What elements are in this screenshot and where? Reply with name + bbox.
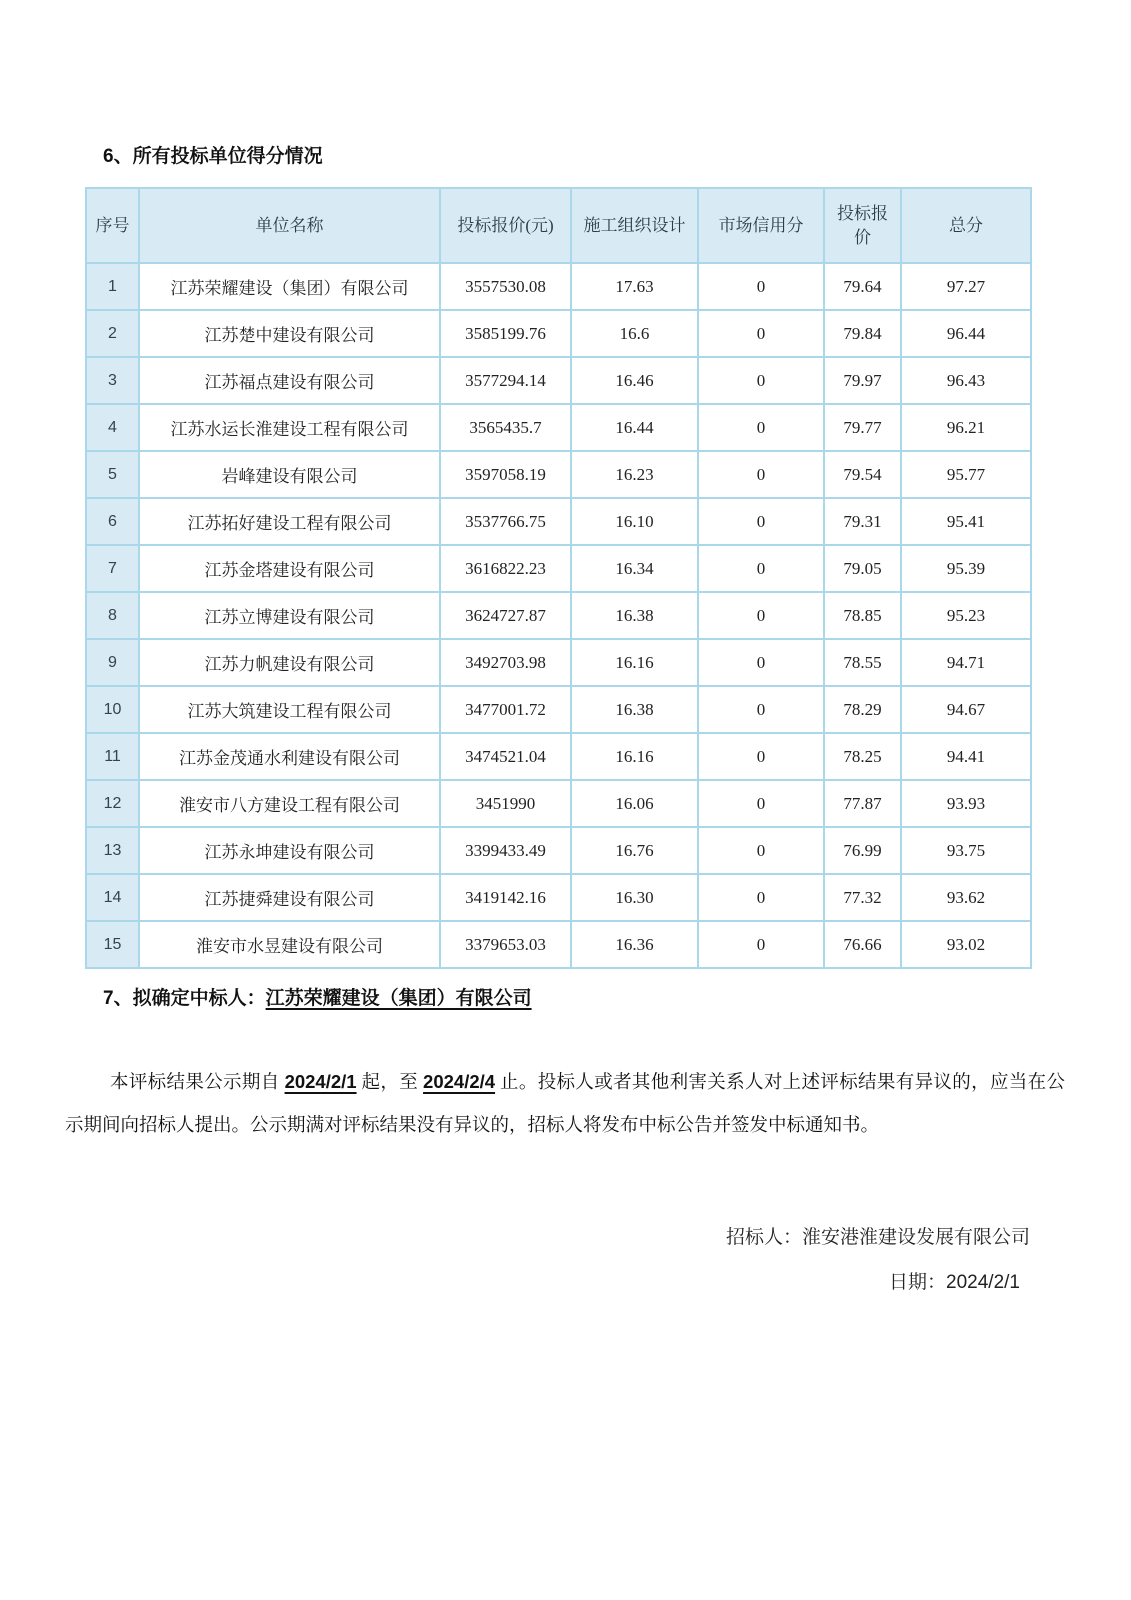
total-score-cell: 95.77	[901, 451, 1031, 498]
company-name-cell: 江苏拓好建设工程有限公司	[139, 498, 440, 545]
bid-price-cell: 3565435.7	[440, 404, 571, 451]
winning-bidder-name: 江苏荣耀建设（集团）有限公司	[265, 988, 532, 1009]
bid-price-cell: 3616822.23	[440, 545, 571, 592]
market-credit-score-cell: 0	[698, 357, 824, 404]
date-signature-line	[0, 1269, 1131, 1296]
market-credit-score-cell: 0	[698, 874, 824, 921]
bid-price-score-cell: 77.32	[824, 874, 901, 921]
table-row	[86, 263, 1031, 310]
bid-price-score-cell: 79.31	[824, 498, 901, 545]
bid-price-score-cell: 79.97	[824, 357, 901, 404]
company-name-cell: 江苏永坤建设有限公司	[139, 827, 440, 874]
total-score-cell: 96.21	[901, 404, 1031, 451]
total-score-cell: 95.23	[901, 592, 1031, 639]
total-score-cell: 95.41	[901, 498, 1031, 545]
bid-price-score-cell: 78.29	[824, 686, 901, 733]
company-name-cell: 江苏立博建设有限公司	[139, 592, 440, 639]
market-credit-score-cell: 0	[698, 733, 824, 780]
construction-design-score-cell: 16.36	[571, 921, 698, 968]
total-score-cell: 94.67	[901, 686, 1031, 733]
total-score-cell: 96.44	[901, 310, 1031, 357]
construction-design-score-cell: 16.76	[571, 827, 698, 874]
index-cell: 1	[86, 263, 139, 310]
bidder-score-table	[85, 187, 1032, 969]
notice-text-1: 本评标结果公示期自	[110, 1073, 285, 1093]
index-cell: 3	[86, 357, 139, 404]
index-cell: 14	[86, 874, 139, 921]
company-name-cell: 江苏楚中建设有限公司	[139, 310, 440, 357]
total-score-cell: 93.75	[901, 827, 1031, 874]
market-credit-score-cell: 0	[698, 545, 824, 592]
construction-design-score-cell: 16.38	[571, 592, 698, 639]
bid-price-score-cell: 79.05	[824, 545, 901, 592]
market-credit-score-cell: 0	[698, 827, 824, 874]
table-row	[86, 592, 1031, 639]
table-row	[86, 921, 1031, 968]
notice-text-2: 起，至	[356, 1073, 424, 1093]
company-name-cell: 江苏金茂通水利建设有限公司	[139, 733, 440, 780]
table-row	[86, 451, 1031, 498]
table-header-row	[86, 188, 1031, 263]
tenderer-name: 淮安港淮建设发展有限公司	[801, 1227, 1030, 1248]
bid-price-cell: 3577294.14	[440, 357, 571, 404]
market-credit-score-cell: 0	[698, 921, 824, 968]
col-header-construction-design: 施工组织设计	[571, 188, 698, 263]
company-name-cell: 江苏力帆建设有限公司	[139, 639, 440, 686]
company-name-cell: 江苏捷舜建设有限公司	[139, 874, 440, 921]
company-name-cell: 江苏福点建设有限公司	[139, 357, 440, 404]
bid-price-cell: 3399433.49	[440, 827, 571, 874]
index-cell: 9	[86, 639, 139, 686]
publicity-start-date: 2024/2/1	[284, 1071, 357, 1092]
market-credit-score-cell: 0	[698, 451, 824, 498]
market-credit-score-cell: 0	[698, 310, 824, 357]
table-row	[86, 357, 1031, 404]
construction-design-score-cell: 16.16	[571, 733, 698, 780]
bid-price-score-cell: 78.85	[824, 592, 901, 639]
bid-price-score-cell: 79.84	[824, 310, 901, 357]
table-row	[86, 498, 1031, 545]
index-cell: 12	[86, 780, 139, 827]
total-score-cell: 95.39	[901, 545, 1031, 592]
col-header-company: 单位名称	[139, 188, 440, 263]
col-header-bid-price-score: 投标报价	[824, 188, 901, 263]
market-credit-score-cell: 0	[698, 592, 824, 639]
table-row	[86, 686, 1031, 733]
bid-price-cell: 3597058.19	[440, 451, 571, 498]
construction-design-score-cell: 16.10	[571, 498, 698, 545]
construction-design-score-cell: 16.46	[571, 357, 698, 404]
market-credit-score-cell: 0	[698, 263, 824, 310]
table-row	[86, 639, 1031, 686]
section-6-heading: 6、所有投标单位得分情况	[103, 146, 323, 167]
bid-price-cell: 3537766.75	[440, 498, 571, 545]
index-cell: 11	[86, 733, 139, 780]
table-row	[86, 733, 1031, 780]
col-header-index: 序号	[86, 188, 139, 263]
company-name-cell: 江苏水运长淮建设工程有限公司	[139, 404, 440, 451]
company-name-cell: 岩峰建设有限公司	[139, 451, 440, 498]
bid-price-score-cell: 78.25	[824, 733, 901, 780]
company-name-cell: 江苏荣耀建设（集团）有限公司	[139, 263, 440, 310]
company-name-cell: 淮安市八方建设工程有限公司	[139, 780, 440, 827]
total-score-cell: 93.62	[901, 874, 1031, 921]
index-cell: 4	[86, 404, 139, 451]
bid-price-cell: 3474521.04	[440, 733, 571, 780]
construction-design-score-cell: 16.38	[571, 686, 698, 733]
bid-price-cell: 3557530.08	[440, 263, 571, 310]
total-score-cell: 94.41	[901, 733, 1031, 780]
total-score-cell: 93.93	[901, 780, 1031, 827]
tenderer-signature-line	[0, 1224, 1131, 1251]
section-7-prefix: 7、拟确定中标人：	[103, 988, 266, 1009]
bid-price-cell: 3379653.03	[440, 921, 571, 968]
index-cell: 8	[86, 592, 139, 639]
publicity-notice-paragraph	[65, 1060, 1065, 1148]
bid-price-cell: 3477001.72	[440, 686, 571, 733]
bid-price-score-cell: 76.66	[824, 921, 901, 968]
table-body	[86, 263, 1031, 968]
construction-design-score-cell: 16.06	[571, 780, 698, 827]
total-score-cell: 94.71	[901, 639, 1031, 686]
bid-price-score-cell: 77.87	[824, 780, 901, 827]
total-score-cell: 93.02	[901, 921, 1031, 968]
bid-price-score-cell: 76.99	[824, 827, 901, 874]
notice-text-3: 止。投标人或者其他利害关系人对上述评标结果有异议的，应当在公示期间向招标人提出。公示期满对评标结果没有异议的，招标人将发布中标公告并签发中标通知书。	[65, 1073, 1065, 1136]
index-cell: 10	[86, 686, 139, 733]
bid-price-cell: 3451990	[440, 780, 571, 827]
tenderer-label: 招标人：	[725, 1227, 802, 1248]
bid-price-cell: 3624727.87	[440, 592, 571, 639]
market-credit-score-cell: 0	[698, 686, 824, 733]
construction-design-score-cell: 16.16	[571, 639, 698, 686]
table-row	[86, 827, 1031, 874]
table-row	[86, 545, 1031, 592]
total-score-cell: 97.27	[901, 263, 1031, 310]
bid-price-cell: 3585199.76	[440, 310, 571, 357]
col-header-bid-price: 投标报价(元)	[440, 188, 571, 263]
bid-price-score-cell: 79.77	[824, 404, 901, 451]
index-cell: 15	[86, 921, 139, 968]
table-row	[86, 404, 1031, 451]
total-score-cell: 96.43	[901, 357, 1031, 404]
construction-design-score-cell: 16.6	[571, 310, 698, 357]
date-value: 2024/2/1	[946, 1272, 1020, 1293]
index-cell: 2	[86, 310, 139, 357]
date-label: 日期：	[889, 1272, 947, 1293]
bid-price-cell: 3419142.16	[440, 874, 571, 921]
table-row	[86, 780, 1031, 827]
company-name-cell: 淮安市水昱建设有限公司	[139, 921, 440, 968]
col-header-total-score: 总分	[901, 188, 1031, 263]
company-name-cell: 江苏大筑建设工程有限公司	[139, 686, 440, 733]
construction-design-score-cell: 17.63	[571, 263, 698, 310]
section-7-heading	[103, 985, 1131, 1012]
bid-price-score-cell: 78.55	[824, 639, 901, 686]
table-row	[86, 310, 1031, 357]
market-credit-score-cell: 0	[698, 780, 824, 827]
table-row	[86, 874, 1031, 921]
col-header-market-credit: 市场信用分	[698, 188, 824, 263]
company-name-cell: 江苏金塔建设有限公司	[139, 545, 440, 592]
market-credit-score-cell: 0	[698, 639, 824, 686]
index-cell: 6	[86, 498, 139, 545]
publicity-end-date: 2024/2/4	[423, 1071, 496, 1092]
index-cell: 7	[86, 545, 139, 592]
construction-design-score-cell: 16.23	[571, 451, 698, 498]
construction-design-score-cell: 16.34	[571, 545, 698, 592]
market-credit-score-cell: 0	[698, 404, 824, 451]
index-cell: 13	[86, 827, 139, 874]
bid-price-cell: 3492703.98	[440, 639, 571, 686]
index-cell: 5	[86, 451, 139, 498]
market-credit-score-cell: 0	[698, 498, 824, 545]
bid-price-score-cell: 79.64	[824, 263, 901, 310]
construction-design-score-cell: 16.44	[571, 404, 698, 451]
construction-design-score-cell: 16.30	[571, 874, 698, 921]
bid-price-score-cell: 79.54	[824, 451, 901, 498]
